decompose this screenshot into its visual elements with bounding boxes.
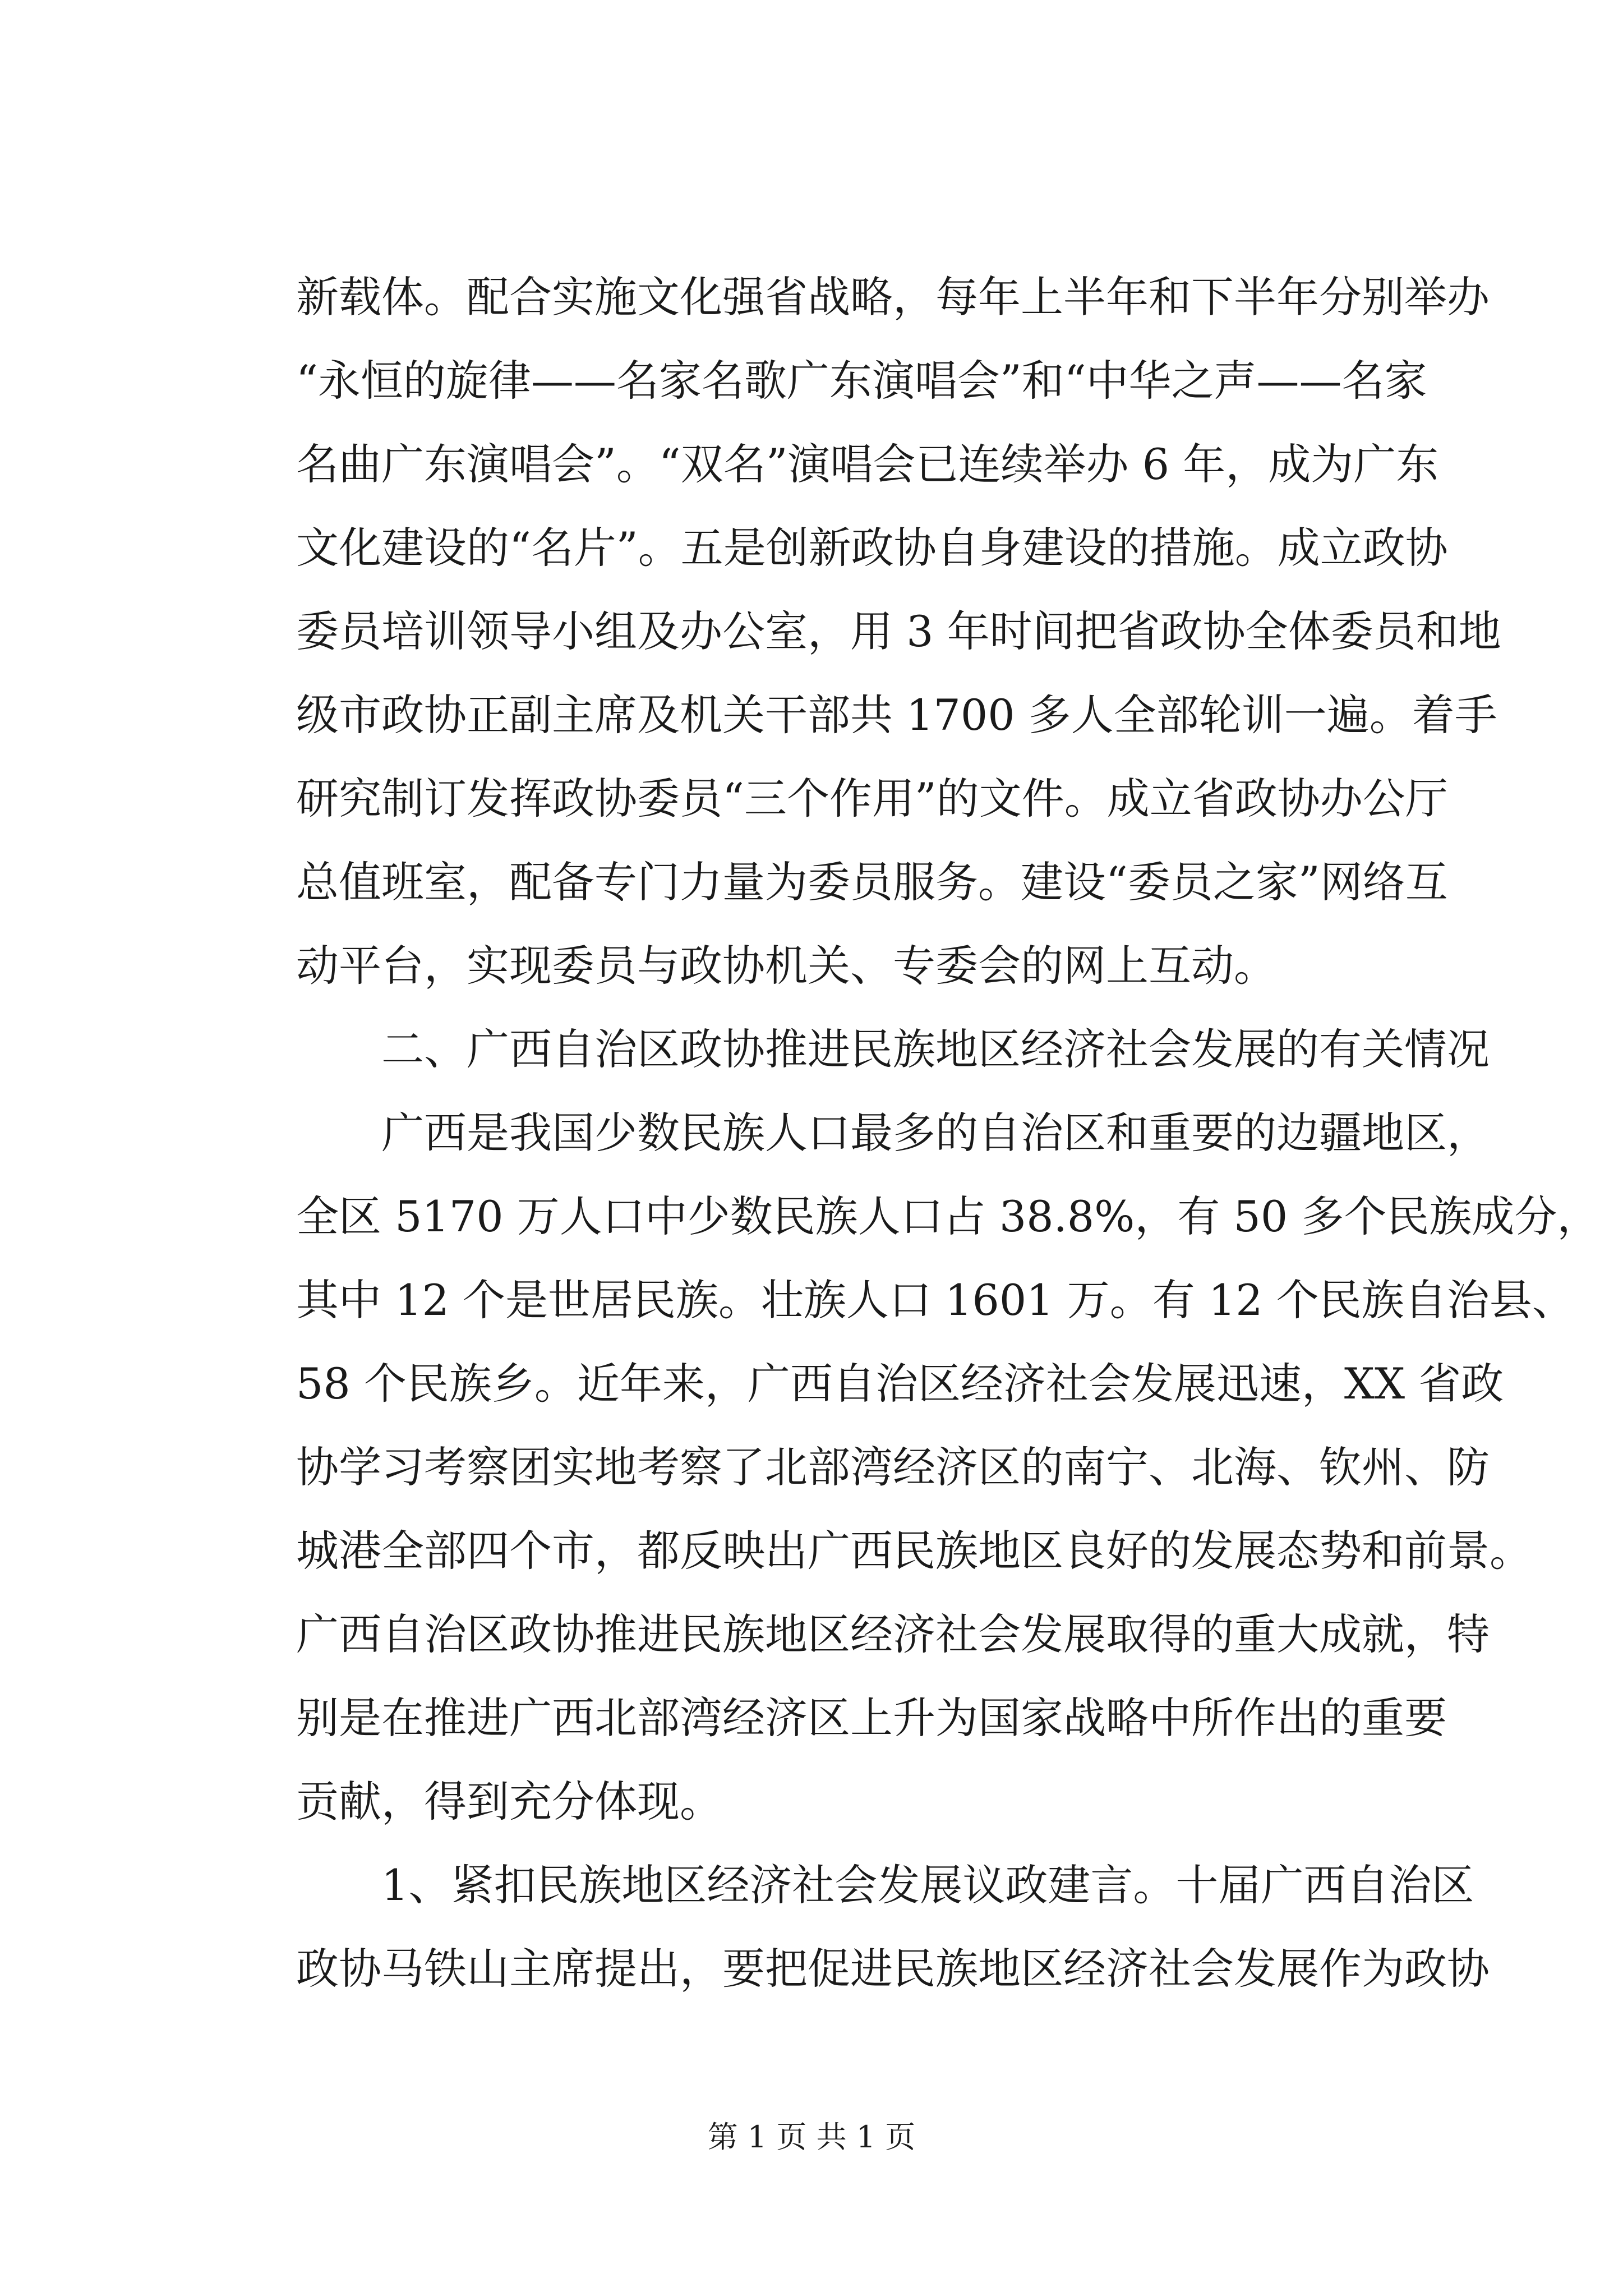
text-line: 58 个民族乡。近年来，广西自治区经济社会发展迅速，XX 省政 bbox=[296, 1359, 1504, 1409]
text-line: 1、紧扣民族地区经济社会发展议政建言。十届广西自治区 bbox=[296, 1860, 1474, 1910]
text-line: 贡献，得到充分体现。 bbox=[296, 1777, 722, 1826]
text-line: 级市政协正副主席及机关干部共 1700 多人全部轮训一遍。着手 bbox=[296, 690, 1497, 740]
text-line: 研究制订发挥政协委员“三个作用”的文件。成立省政协办公厅 bbox=[296, 774, 1448, 823]
text-line: 名曲广东演唱会”。“双名”演唱会已连续举办 6 年，成为广东 bbox=[296, 439, 1439, 489]
document-body bbox=[296, 255, 1600, 2010]
text-line: 委员培训领导小组及办公室，用 3 年时间把省政协全体委员和地 bbox=[296, 606, 1501, 656]
text-line: 广西自治区政协推进民族地区经济社会发展取得的重大成就，特 bbox=[296, 1609, 1490, 1659]
text-line: 协学习考察团实地考察了北部湾经济区的南宁、北海、钦州、防 bbox=[296, 1442, 1490, 1492]
text-line: 文化建设的“名片”。五是创新政协自身建设的措施。成立政协 bbox=[296, 523, 1448, 573]
text-line: 总值班室，配备专门力量为委员服务。建设“委员之家”网络互 bbox=[296, 857, 1448, 907]
page-number-footer: 第 1 页 共 1 页 bbox=[707, 2119, 916, 2155]
text-line: 别是在推进广西北部湾经济区上升为国家战略中所作出的重要 bbox=[296, 1693, 1447, 1743]
text-line: 全区 5170 万人口中少数民族人口占 38.8%，有 50 多个民族成分， bbox=[296, 1191, 1600, 1241]
section-heading: 二、广西自治区政协推进民族地区经济社会发展的有关情况 bbox=[296, 1024, 1490, 1074]
text-line: 政协马铁山主席提出，要把促进民族地区经济社会发展作为政协 bbox=[296, 1944, 1490, 1994]
text-line: “永恒的旋律——名家名歌广东演唱会”和“中华之声——名家 bbox=[296, 356, 1427, 406]
text-line: 其中 12 个是世居民族。壮族人口 1601 万。有 12 个民族自治县、 bbox=[296, 1275, 1575, 1325]
text-line: 动平台，实现委员与政协机关、专委会的网上互动。 bbox=[296, 941, 1276, 991]
text-line: 新载体。配合实施文化强省战略，每年上半年和下半年分别举办 bbox=[296, 272, 1490, 322]
text-line: 城港全部四个市，都反映出广西民族地区良好的发展态势和前景。 bbox=[296, 1526, 1532, 1576]
text-line: 广西是我国少数民族人口最多的自治区和重要的边疆地区， bbox=[296, 1108, 1490, 1158]
